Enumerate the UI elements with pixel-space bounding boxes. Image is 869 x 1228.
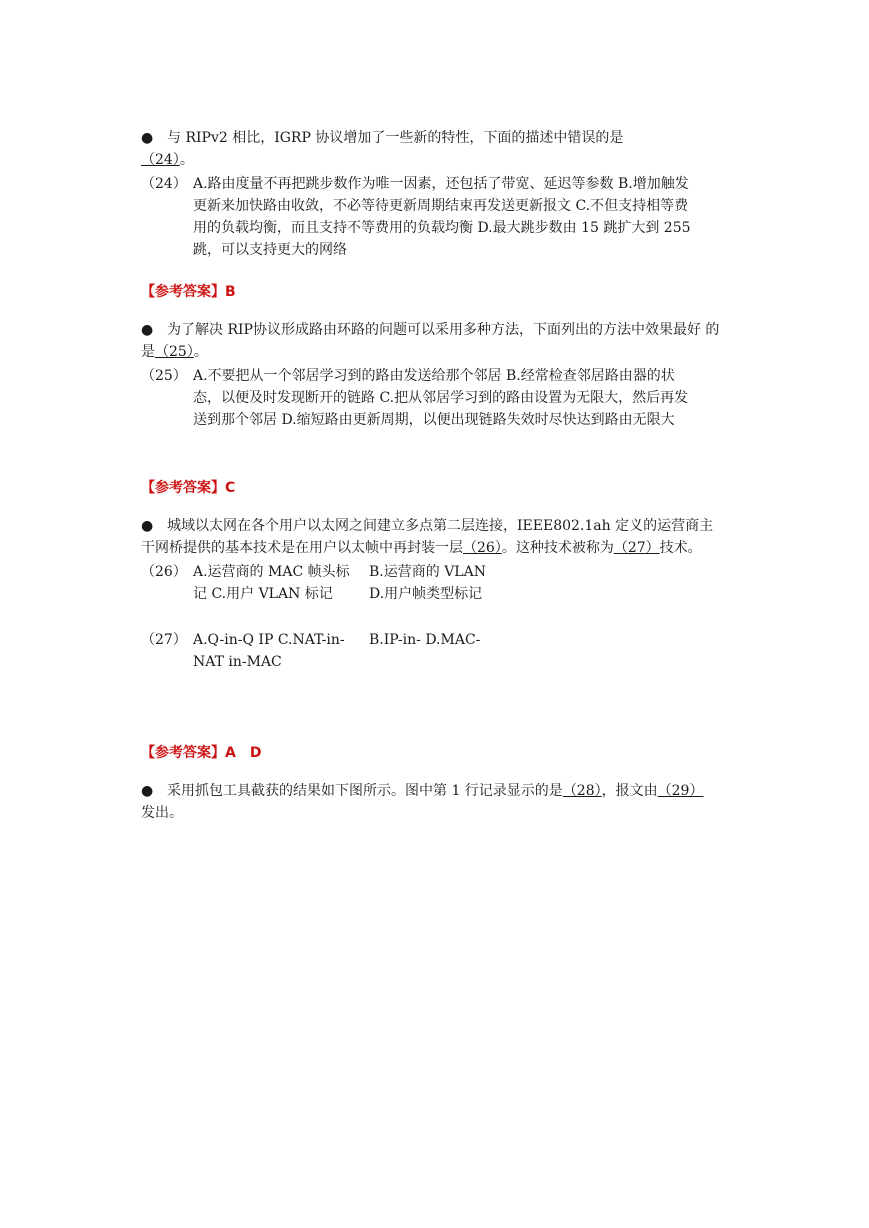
options-text: A.不要把从一个邻居学习到的路由发送给那个邻居 B.经常检查邻居路由器的状态，以便及时发现断开的链路 C.把从邻居学习到的路由设置为无限大，然后再发送到那个邻居 D.缩短路由更新周期，以便出现链路失效时尽快达到路由无限大 (193, 368, 689, 428)
answer-blank-26: （26） (463, 540, 502, 556)
option-number: （24） (141, 176, 187, 192)
stem-text: 与 RIPv2 相比，IGRP 协议增加了一些新的特性，下面的描述中错误的是 (167, 130, 624, 146)
options-col-1: A.运营商的 MAC 帧头标记 C.用户 VLAN 标记 (193, 564, 350, 602)
stem-text: 为了解决 RIP协议形成路由环路的问题可以采用多种方法，下面列出的方法中效果最好 的是 (141, 322, 720, 360)
question-stem (141, 127, 721, 149)
bullet-icon: ● (141, 783, 154, 799)
question-28-29 (141, 780, 721, 824)
options-25 (141, 365, 691, 431)
stem-text: 城域以太网在各个用户以太网之间建立多点第二层连接，IEEE802.1ah 定义的运营商主 干网桥提供的基本技术是在用户以太帧中再封装一层 (141, 518, 714, 556)
option-number: （26） (141, 564, 187, 580)
bullet-icon: ● (141, 130, 154, 146)
question-25 (141, 319, 721, 431)
answer-blank-27: （27） (613, 540, 660, 556)
question-stem: ● 为了解决 RIP协议形成路由环路的问题可以采用多种方法，下面列出的方法中效果最好 的是（25）。 (141, 319, 721, 363)
options-text: A.路由度量不再把跳步数作为唯一因素，还包括了带宽、延迟等参数 B.增加触发更新来加快路由收敛，不必等待更新周期结束再发送更新报文 C.不但支持相等费用的负载均衡，而且支持不等费用的负载均衡 D.最大跳步数由 15 跳扩大到 255 跳，可以支持更大的网络 (193, 176, 691, 258)
question-stem: ● 城域以太网在各个用户以太网之间建立多点第二层连接，IEEE802.1ah 定义的运营商主 干网桥提供的基本技术是在用户以太帧中再封装一层（26）。这种技术被称为（27）技术。 (141, 515, 721, 559)
options-col-2: B.运营商的 VLAN D.用户帧类型标记 (369, 564, 486, 602)
question-26-27 (141, 515, 721, 695)
options-27 (141, 629, 721, 695)
question-24: ● 与 RIPv2 相比，IGRP 协议增加了一些新的特性，下面的描述中错误的是 （24）。 （24） A.路由度量不再把跳步数作为唯一因素，还包括了带宽、延迟等参数 B.增加触发更新来加快路由收敛，不必等待更新周期结束再发送更新报文 C.不但支持相等费用的负载均衡，而且支持不等费用的负载均衡 D.最大跳步数由 15 跳扩大到 255 跳，可以支持更大的网络 (141, 127, 721, 261)
bullet-icon: ● (141, 322, 154, 338)
answer-blank: （24） (141, 152, 180, 168)
options-col-2: B.IP-in- D.MAC- (369, 632, 481, 648)
options-26 (141, 561, 721, 627)
stem-text: 采用抓包工具截获的结果如下图所示。图中第 1 行记录显示的是 (167, 783, 563, 799)
answer-blank-29: （29） (657, 783, 704, 799)
reference-answer-24: 【参考答案】B (141, 284, 236, 300)
option-number: （27） (141, 632, 187, 648)
options-24 (141, 173, 691, 261)
answer-blank-28: （28） (562, 783, 602, 799)
option-number: （25） (141, 368, 187, 384)
options-col-1: A.Q-in-Q IP C.NAT-in-NAT in-MAC (193, 632, 345, 670)
reference-answer-26-27: 【参考答案】A D (141, 745, 262, 761)
bullet-icon: ● (141, 518, 154, 534)
question-stem: ● 采用抓包工具截获的结果如下图所示。图中第 1 行记录显示的是（28），报文由（29） 发出。 (141, 780, 721, 824)
reference-answer-25: 【参考答案】C (141, 480, 236, 496)
answer-blank: （25） (155, 344, 194, 360)
